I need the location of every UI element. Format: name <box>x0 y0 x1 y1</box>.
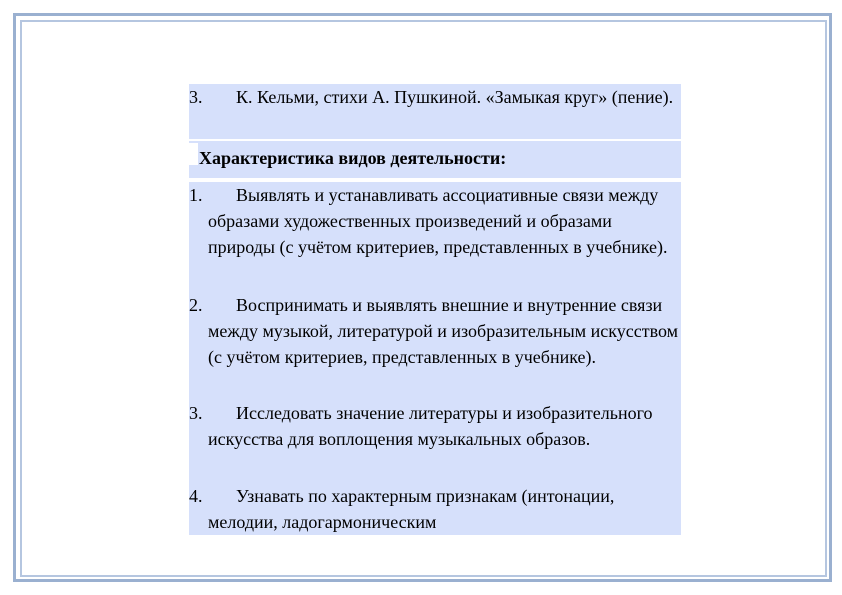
list-item-text <box>208 400 679 452</box>
list-item-text <box>208 182 679 260</box>
list-item <box>189 483 681 535</box>
list-item-number: 2. <box>189 295 203 315</box>
text-content <box>189 84 681 535</box>
heading-marker <box>189 143 198 165</box>
list-item-text-content: К. Кельми, стихи А. Пушкиной. «Замыкая круг» (пение). <box>236 87 674 107</box>
list-item-text-content: Выявлять и устанавливать ассоциативные связи между образами художественных произведений и образами природы (с учётом критериев, представленных в учебнике). <box>208 185 668 257</box>
section-heading-text: Характеристика видов деятельности: <box>199 148 507 168</box>
list-item <box>189 292 681 400</box>
list-item-text-content: Исследовать значение литературы и изобразительного искусства для воплощения музыкальных образов. <box>208 403 653 449</box>
list-item-number: 3. <box>189 87 203 107</box>
list-item <box>189 400 681 483</box>
list-item-text-content: Узнавать по характерным признакам (интонации, мелодии, ладогармоническим <box>208 486 615 532</box>
list-item-text <box>208 292 679 370</box>
section-heading <box>189 141 681 178</box>
list-item-top <box>189 84 681 139</box>
list-item-text-content: Воспринимать и выявлять внешние и внутренние связи между музыкой, литературой и изобразительным искусством (с учётом критериев, представленных в учебнике). <box>208 295 678 367</box>
list-item <box>189 182 681 292</box>
list-item-text <box>208 84 679 110</box>
list-item-number: 4. <box>189 486 203 506</box>
list-item-number: 3. <box>189 403 203 423</box>
list-item-number: 1. <box>189 185 203 205</box>
list-item-text <box>208 483 679 535</box>
